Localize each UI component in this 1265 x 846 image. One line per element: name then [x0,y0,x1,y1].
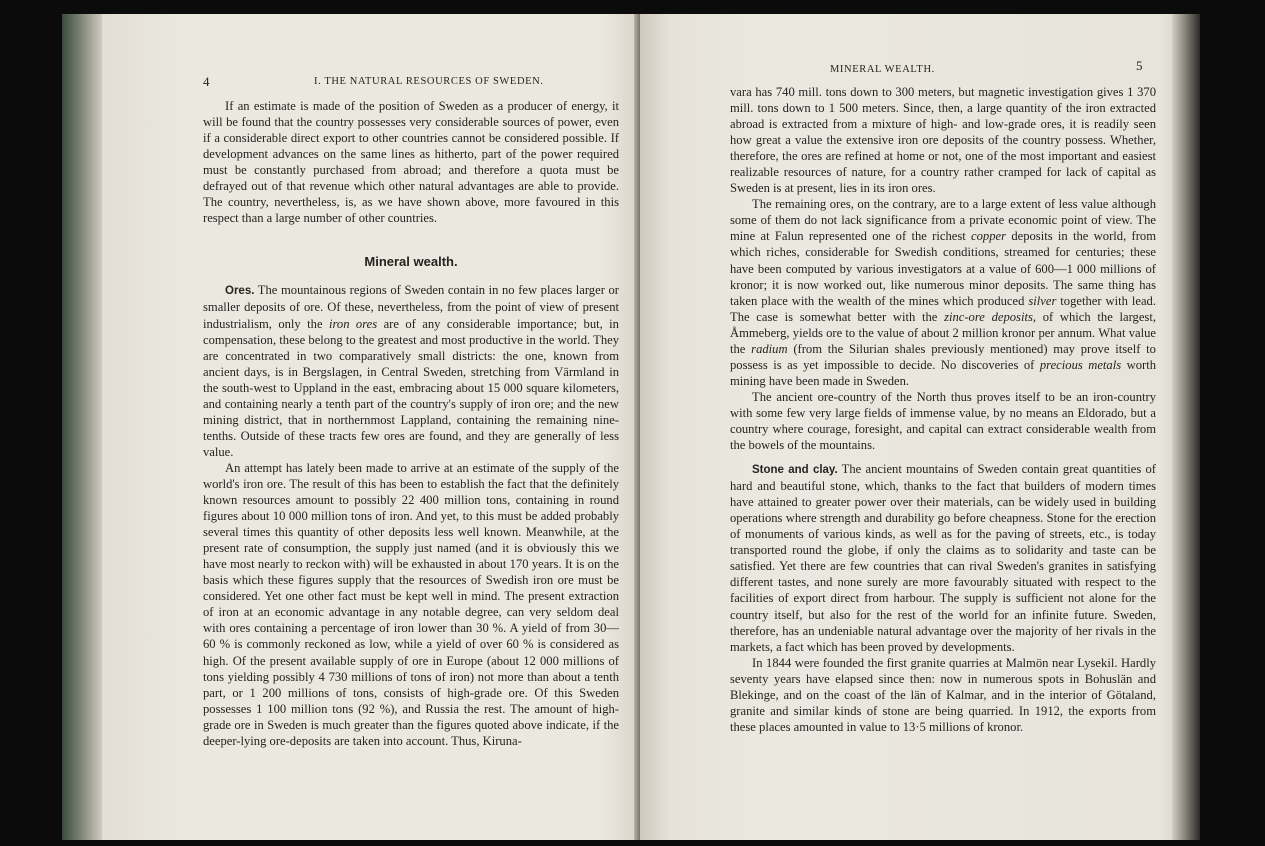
ores-text-b: are of any considerable importance; but, in compensation, these belong to the greatest and most productive in the world. They are concentrated in two comparatively small districts: the one, known from ancient days, is in Bergslagen, in Central Sweden, stretching from Värmland in the south-west to Uppland in the east, embracing about 15 000 square kilometers, and containing nearly a tenth part of the country's supply of iron ore; and the new mining district, that in northernmost Lappland, containing the remaining nine-tenths. Outside of these tracts few ores are found, and they are generally of less value. [203,316,619,459]
paragraph-energy: If an estimate is made of the position of Sweden as a producer of energy, it will be found that the country possesses very considerable sources of power, even if a considerable direct export to other countries cannot be considered possible. If development advances on the same lines as hitherto, part of the power required must be constantly purchased from abroad; and therefore a quota must be defrayed out of that revenue which other natural advantages are able to provide. The country, nevertheless, is, as we have shown above, more favoured in this respect than a large number of other countries. [203,99,619,226]
left-page [62,14,640,840]
left-page-edge [62,14,102,840]
remaining-text-f: worth mining have been made in Sweden. [730,357,1157,388]
open-book [62,14,1200,840]
paragraph-ore-country: The ancient ore-country of the North thus proves itself to be an iron-country with some few very large fields of immense value, by no means an Eldorado, but a country where courage, foresight, and capital can extract considerable wealth from the bowels of the mountains. [730,389,1156,453]
right-page-edge [1172,14,1200,840]
ores-run-in-heading: Ores. [225,285,255,298]
emphasis-radium: radium [751,341,788,356]
emphasis-copper: copper [971,229,1007,244]
right-page-body [730,84,1156,735]
right-page-number: 5 [1136,58,1143,73]
right-page [640,14,1200,840]
paragraph-world-supply: An attempt has lately been made to arrive at an estimate of the supply of the world's iron ore. The result of this has been to establish the fact that the definitely known resources amount to possibly 22 400 million tons, containing in round figures about 10 000 million tons of iron. And yet, to this must be added probably several times this quantity of other deposits less well known. Meanwhile, at the present rate of consumption, the supply just named (and it is obviously this we have most nearly to reckon with) will be exhausted in about 170 years. It is on the basis which these figures supply that the resources of Swedish iron ore must be considered. Yet one other fact must be kept well in mind. The present extraction of iron at an economic advantage in any notable degree, can very seldom deal with ores containing a percentage of iron lower than 30 %. A yield of from 30—60 % is commonly reckoned as low, while a yield of over 60 % is considered as high. Of the present available supply of ore in Europe (about 12 000 millions of tons yielding possibly 4 730 millions of tons of iron) not more than about a tenth part, or 1 200 millions of tons, consists of high-grade ore. Of this Sweden possesses 1 100 million tons (92 %), and Russia the rest. The amount of high-grade ore in Sweden is much greater than the figures quoted above indicate, if the deeper-lying ore-deposits are taken into account. Thus, Kiruna- [203,460,619,748]
paragraph-kirunavara: vara has 740 mill. tons down to 300 meters, but magnetic investigation gives 1 370 mill. tons down to 1 500 meters. Since, then, a large quantity of the iron extracted abroad is extracted from a mixture of high- and low-grade ores, it is readily seen how great a value the extensive iron ore deposits of the country possess. Whether, therefore, the ores are refined at home or not, one of the most important and easiest realizable resources of nature, for a country rather cramped for lack of capital as Sweden is at present, lies in its iron ores. [730,85,1156,196]
paragraph-remaining-ores [730,196,1156,389]
emphasis-zinc: zinc-ore deposits, [944,309,1037,324]
ores-emphasis: iron ores [328,316,378,331]
emphasis-silver: silver [1028,293,1057,308]
remaining-text-b: deposits in the world, from which riches, considerable for Swedish conditions, streamed for centuries; these have been computed by various investigators at a value of 600—1 000 millions of kronor; it is now worked out, like numerous minor deposits. The same thing has taken place with the wealth of the mines which produced [730,229,1156,308]
remaining-text-d: of which the largest, Åmmeberg, yields ore to the value of about 2 million kronor per annum. What value the [730,309,1156,356]
ores-text-a: The mountainous regions of Sweden contain in no few places larger or smaller deposits of ore. Of these, nevertheless, from the point of view of present industrialism, only the [203,283,619,331]
left-page-number: 4 [203,74,210,89]
remaining-text-c: together with lead. The case is somewhat better with the [730,293,1156,324]
remaining-text-a: The remaining ores, on the contrary, are to a large extent of less value although some of them do not lack significance from a private economic point of view. The mine at Falun represented one of the richest [730,197,1156,244]
stone-text: The ancient mountains of Sweden contain great quantities of hard and beautiful stone, which, thanks to the fact that builders of modern times have attained to greater power over their materials, can be widely used in building operations where strength and durability go before cheapness. Stone for the erection of monuments of various kinds, as well as for the paving of streets, etc., is today transported round the globe, if only the claims as to solidarity and taste can be satisfied. Yet there are few countries that can rival Sweden's granites in satisfying different tastes, and none surely are more favourably situated with respect to the facilities of export direct from harbour. The supply is sufficient not alone for the country itself, but also for the rest of the world for an infinite future. Sweden, therefore, has an undeniable natural advantage over the majority of her rivals in the markets, a fact which has been proved by developments. [730,462,1156,654]
paragraph-granite-quarries: In 1844 were founded the first granite quarries at Malmön near Lysekil. Hardly seventy years have elapsed since then: now in numerous spots in Bohuslän and Blekinge, and on the coast of the län of Kalmar, and in the interior of Götaland, granite and similar kinds of stone are being quarried. In 1912, the exports from these places amounted in value to 13·5 millions of kronor. [730,655,1156,734]
section-heading: Mineral wealth. [364,254,458,270]
remaining-text-e: (from the Silurian shales previously mentioned) may prove itself to possess is as yet impossible to decide. No discoveries of [730,341,1156,372]
right-running-header: MINERAL WEALTH. [830,64,935,75]
emphasis-precious-metals: precious metals [1039,357,1122,372]
paragraph-ores [203,282,619,460]
stone-run-in-heading: Stone and clay. [752,464,838,477]
left-page-body [203,98,619,749]
left-running-header: I. THE NATURAL RESOURCES OF SWEDEN. [314,76,544,87]
paragraph-stone-clay [730,461,1156,655]
